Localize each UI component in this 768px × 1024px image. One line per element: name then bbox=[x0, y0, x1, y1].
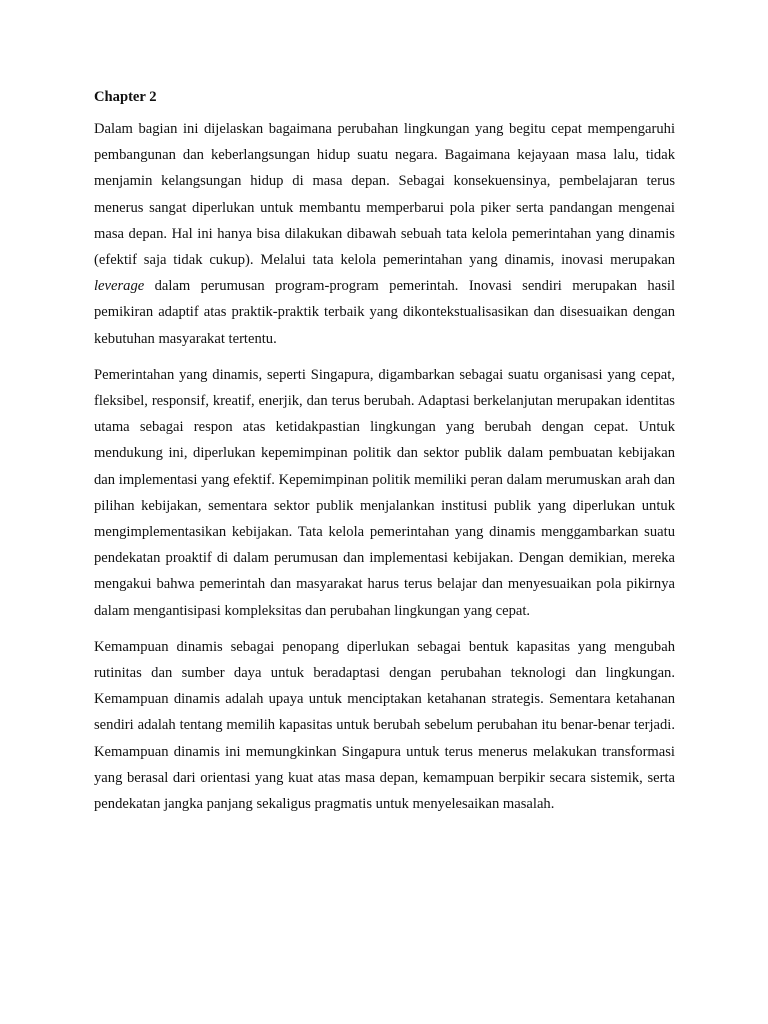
paragraph-2: Pemerintahan yang dinamis, seperti Singapura, digambarkan sebagai suatu organisasi yang cepat, fleksibel, responsif, kreatif, enerjik, dan terus berubah. Adaptasi berkelanjutan merupakan identitas utama sebagai respon atas ketidakpastian lingkungan yang berubah dengan cepat. Untuk mendukung ini, diperlukan kepemimpinan politik dan sektor publik dalam pembuatan kebijakan dan implementasi yang efektif. Kepemimpinan politik memiliki peran dalam merumuskan arah dan pilihan kebijakan, sementara sektor publik menjalankan institusi publik yang diperlukan untuk mengimplementasikan kebijakan. Tata kelola pemerintahan yang dinamis menggambarkan suatu pendekatan proaktif di dalam perumusan dan implementasi kebijakan. Dengan demikian, mereka mengakui bahwa pemerintah dan masyarakat harus terus belajar dan menyesuaikan pola pikirnya dalam mengantisipasi kompleksitas dan perubahan lingkungan yang cepat. bbox=[94, 366, 675, 619]
paragraph-1-text-after: dalam perumusan program-program pemerintah. Inovasi sendiri merupakan hasil pemikiran adaptif atas praktik-praktik terbaik yang dikontekstualisasikan dan disesuaikan dengan kebutuhan masyarakat tertentu. bbox=[94, 278, 675, 347]
paragraph-3: Kemampuan dinamis sebagai penopang diperlukan sebagai bentuk kapasitas yang mengubah rutinitas dan sumber daya untuk beradaptasi dengan perubahan teknologi dan lingkungan. Kemampuan dinamis adalah upaya untuk menciptakan ketahanan strategis. Sementara ketahanan sendiri adalah tentang memilih kapasitas untuk berubah sebelum perubahan itu benar-benar terjadi. Kemampuan dinamis ini memungkinkan Singapura untuk terus menerus melakukan transformasi yang berasal dari orientasi yang kuat atas masa depan, kemampuan berpikir secara sistemik, serta pendekatan jangka panjang sekaligus pragmatis untuk menyelesaikan masalah. bbox=[94, 638, 675, 813]
document-body bbox=[94, 84, 675, 827]
chapter-title: Chapter 2 bbox=[94, 89, 157, 105]
paragraph-1-text-before: Dalam bagian ini dijelaskan bagaimana perubahan lingkungan yang begitu cepat mempengaruhi pembangunan dan keberlangsungan hidup suatu negara. Bagaimana kejayaan masa lalu, tidak menjamin kelangsungan hidup di masa depan. Sebagai konsekuensinya, pembelajaran terus menerus sangat diperlukan untuk membantu memperbarui pola piker serta pandangan mengenai masa depan. Hal ini hanya bisa dilakukan dibawah sebuah tata kelola pemerintahan yang dinamis (efektif saja tidak cukup). Melalui tata kelola pemerintahan yang dinamis, inovasi merupakan bbox=[94, 121, 675, 269]
paragraph-1 bbox=[94, 116, 675, 352]
paragraph-1-italic-term: leverage bbox=[94, 278, 145, 295]
